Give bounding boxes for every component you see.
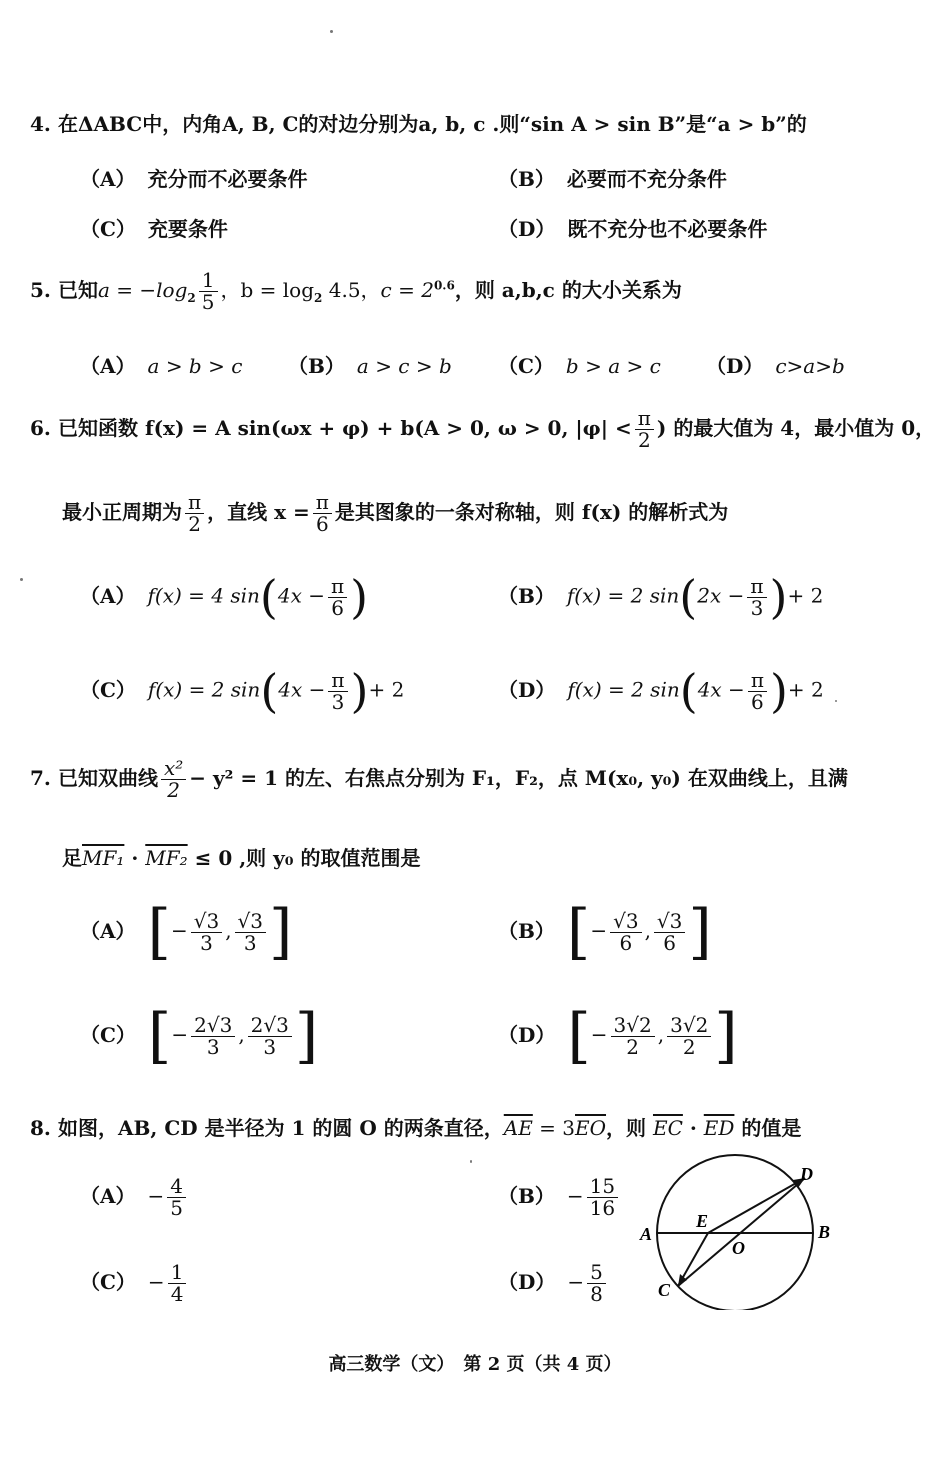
fraction	[328, 667, 347, 714]
denominator: 3	[200, 930, 213, 955]
label-o: O	[732, 1238, 745, 1258]
vector-mf2: MF₂	[145, 846, 188, 870]
bracket-open: [	[147, 897, 171, 967]
stem-text: ，直线 x =	[207, 500, 310, 524]
denominator: 6	[331, 595, 344, 620]
numerator: 5	[587, 1262, 606, 1284]
q8-option-b	[498, 1176, 621, 1219]
bracket-close: ]	[294, 1001, 319, 1071]
scan-speck	[835, 700, 837, 702]
q6-option-a	[80, 570, 369, 624]
q5-option-d	[706, 350, 845, 379]
fraction	[168, 1262, 187, 1305]
bracket-close: ]	[269, 897, 293, 967]
paren-open: (	[259, 570, 278, 624]
log-base: 2	[314, 291, 323, 305]
denominator: 6	[751, 689, 764, 714]
q5-option-a	[80, 350, 242, 379]
vector-mf1: MF₁	[82, 846, 125, 870]
fraction	[199, 270, 218, 313]
numerator: π	[313, 492, 332, 514]
numerator: √3	[654, 911, 685, 933]
bracket-close: ]	[688, 897, 712, 967]
denominator: 3	[243, 930, 257, 955]
stem-text: 已知函数 f(x) = A sin(ωx + φ) + b(A > 0, ω > 0, |φ| <	[58, 416, 632, 440]
stem-text: 足	[62, 846, 82, 870]
sign: −	[147, 1270, 165, 1294]
fraction	[748, 667, 767, 714]
numerator: π	[185, 492, 204, 514]
option-text: 充要条件	[147, 217, 228, 241]
option-post: + 2	[787, 677, 824, 702]
page-footer: 高三数学（文） 第 2 页（共 4 页）	[328, 1354, 622, 1375]
paren-close: )	[350, 570, 369, 624]
numerator: 4	[167, 1176, 186, 1198]
q5-option-c	[498, 350, 661, 379]
q6-option-b	[498, 570, 824, 624]
option-text: c>a>b	[775, 354, 845, 378]
paren-close: )	[769, 570, 788, 624]
option-label: （D）	[498, 1270, 556, 1294]
option-label: （B）	[498, 583, 555, 608]
numerator: √3	[235, 911, 266, 933]
option-pre: f(x) = 2 sin	[147, 677, 261, 702]
q7-option-d: （D） [− $\frac{3√2}{2}$ , $\frac{3√2}{2}$ ]	[498, 1001, 738, 1071]
numerator: π	[747, 576, 766, 598]
option-label: （D）	[706, 354, 764, 378]
fraction	[635, 408, 654, 451]
question-stem: 在ΔABC中，内角A, B, C的对边分别为a, b, c .则“sin A > sin B”是“a > b”的	[58, 112, 807, 136]
question-5	[30, 270, 682, 313]
segment-ed	[708, 1178, 805, 1233]
question-number: 6.	[30, 416, 51, 440]
denominator: 2	[637, 428, 651, 452]
sign: −	[147, 1184, 165, 1208]
stem-text: 如图，AB, CD 是半径为 1 的圆 O 的两条直径，	[58, 1116, 504, 1140]
vector-eo: $\overline{EO}$	[575, 1116, 607, 1140]
denominator: 5	[201, 290, 215, 314]
fraction	[191, 1012, 235, 1059]
question-6	[30, 408, 935, 451]
dot-operator: ·	[124, 846, 146, 870]
sign: −	[566, 1184, 584, 1208]
q6-option-c	[80, 664, 405, 718]
fraction	[654, 908, 685, 955]
fraction	[167, 1176, 186, 1219]
denominator: 16	[589, 1196, 616, 1220]
vector-ae: $\overline{AE}$	[503, 1116, 533, 1140]
question-number: 4.	[30, 112, 51, 136]
q8-option-c	[80, 1262, 189, 1305]
vector-ec: $\overline{EC}$	[652, 1116, 683, 1140]
paren-close: )	[769, 664, 788, 718]
numerator: π	[748, 670, 767, 692]
q5-option-b	[288, 350, 452, 379]
fraction	[587, 1176, 618, 1219]
label-a: A	[640, 1224, 653, 1244]
denominator: 5	[170, 1196, 184, 1220]
option-text: 既不充分也不必要条件	[567, 217, 768, 241]
denominator: 2	[167, 778, 181, 802]
fraction	[185, 492, 204, 535]
math-a: a = −log	[98, 278, 188, 302]
stem-text: 已知双曲线	[58, 766, 158, 790]
stem-text: ，则 a,b,c 的大小关系为	[454, 278, 682, 302]
option-text: b > a > c	[565, 354, 661, 378]
numerator: 1	[168, 1262, 187, 1284]
option-inner: 4x −	[277, 583, 325, 608]
numerator: 15	[587, 1176, 618, 1198]
question-4	[30, 108, 807, 137]
fraction	[191, 908, 222, 955]
bracket-close: ]	[714, 1001, 738, 1071]
option-label: （B）	[498, 1184, 555, 1208]
option-label: （B）	[498, 167, 555, 191]
numerator: √3	[610, 911, 641, 933]
arrowhead-c	[678, 1274, 687, 1286]
question-number: 5.	[30, 278, 51, 302]
denominator: 3	[206, 1034, 220, 1059]
stem-text: 是其图象的一条对称轴，则 f(x) 的解析式为	[334, 500, 729, 524]
denominator: 2	[682, 1034, 696, 1059]
option-label: （A）	[80, 354, 136, 378]
vector-ed: $\overline{ED}$	[703, 1116, 735, 1140]
q8-option-d	[498, 1262, 609, 1305]
stem-text: − y² = 1 的左、右焦点分别为 F₁，F₂，点 M(x₀, y₀) 在双曲线上，且满	[189, 766, 848, 790]
circle-figure	[630, 1150, 840, 1310]
option-inner: 4x −	[697, 677, 745, 702]
exponent: 0.6	[433, 278, 455, 293]
question-6-line-2	[62, 492, 728, 535]
option-label: （C）	[498, 354, 554, 378]
stem-text: ) 的最大值为 4，最小值为 0，	[656, 416, 936, 440]
option-label: （A）	[80, 918, 136, 943]
paren-open: (	[679, 570, 698, 624]
stem-text: 已知	[58, 278, 98, 302]
denominator: 3	[331, 689, 345, 714]
equals: = 3	[532, 1116, 576, 1140]
fraction	[587, 1262, 606, 1305]
option-label: （C）	[80, 217, 136, 241]
option-pre: f(x) = 2 sin	[567, 677, 680, 702]
paren-open: (	[260, 664, 279, 718]
option-text: a > b > c	[147, 354, 243, 378]
option-label: （C）	[80, 1270, 136, 1294]
q4-option-a	[80, 163, 308, 192]
numerator: π	[635, 408, 654, 430]
numerator: π	[328, 576, 347, 598]
fraction	[161, 758, 186, 801]
numerator: 2√3	[248, 1015, 292, 1037]
stem-text: 的值是	[734, 1116, 802, 1140]
option-label: （D）	[498, 217, 556, 241]
option-post: + 2	[368, 677, 405, 702]
fraction	[313, 492, 332, 535]
q4-option-d	[498, 213, 767, 242]
denominator: 2	[188, 512, 201, 536]
option-label: （A）	[80, 1184, 136, 1208]
denominator: 6	[315, 512, 329, 536]
dot-operator: ·	[682, 1116, 704, 1140]
denominator: 8	[590, 1282, 603, 1306]
fraction	[328, 573, 347, 620]
bracket-open: [	[147, 1001, 172, 1071]
option-label: （C）	[80, 677, 136, 702]
fraction	[248, 1012, 292, 1059]
option-text: a > c > b	[356, 354, 452, 378]
denominator: 4	[170, 1282, 184, 1306]
question-8	[30, 1112, 801, 1141]
scan-speck	[470, 1160, 472, 1163]
q4-option-c	[80, 213, 228, 242]
q7-option-c: （C） [− $\frac{2√3}{3}$ , $\frac{2√3}{3}$ ]	[80, 1001, 319, 1071]
label-d: D	[800, 1164, 813, 1184]
q6-option-d	[498, 664, 824, 718]
question-number: 7.	[30, 766, 51, 790]
denominator: 2	[626, 1034, 639, 1059]
bracket-open: [	[567, 1001, 591, 1071]
paren-close: )	[350, 664, 369, 718]
numerator: x²	[161, 758, 186, 780]
denominator: 3	[263, 1034, 277, 1059]
paren-open: (	[679, 664, 698, 718]
scan-speck	[330, 30, 333, 33]
fraction	[667, 1012, 711, 1059]
q8-option-a	[80, 1176, 189, 1219]
math-c: c = 2	[380, 278, 434, 302]
option-inner: 2x −	[697, 583, 745, 608]
math-b-value: 4.5，	[322, 278, 381, 302]
math-b: ，b = log	[220, 278, 315, 302]
label-c: C	[658, 1280, 671, 1300]
label-e: E	[696, 1211, 709, 1231]
fraction	[610, 908, 641, 955]
option-pre: f(x) = 2 sin	[566, 583, 680, 608]
question-7	[30, 758, 848, 801]
numerator: 1	[199, 270, 218, 292]
fraction	[611, 1012, 655, 1059]
stem-text: 最小正周期为	[62, 500, 182, 524]
fraction	[235, 908, 266, 955]
q4-option-b	[498, 163, 727, 192]
option-label: （B）	[288, 354, 345, 378]
denominator: 6	[619, 930, 633, 955]
option-label: （D）	[498, 1022, 556, 1047]
numerator: √3	[191, 911, 222, 933]
numerator: 2√3	[191, 1015, 235, 1037]
option-label: （B）	[498, 918, 555, 943]
option-post: + 2	[787, 583, 824, 608]
stem-text: ≤ 0 ,则 y₀ 的取值范围是	[187, 846, 421, 870]
sign: −	[567, 1270, 585, 1294]
q7-option-a: （A） [− $\frac{√3}{3}$ , $\frac{√3}{3}$ ]	[80, 897, 293, 967]
question-7-line-2	[62, 842, 420, 871]
option-label: （A）	[80, 167, 136, 191]
numerator: 3√2	[667, 1015, 711, 1037]
denominator: 3	[750, 595, 764, 620]
numerator: 3√2	[611, 1015, 655, 1037]
bracket-open: [	[566, 897, 591, 967]
denominator: 6	[663, 930, 677, 955]
numerator: π	[328, 670, 347, 692]
option-label: （C）	[80, 1022, 136, 1047]
option-text: 充分而不必要条件	[147, 167, 308, 191]
option-pre: f(x) = 4 sin	[147, 583, 260, 608]
option-text: 必要而不充分条件	[566, 167, 727, 191]
fraction	[747, 573, 766, 620]
option-label: （A）	[80, 583, 136, 608]
label-b: B	[818, 1222, 831, 1242]
question-number: 8.	[30, 1116, 51, 1140]
stem-text: ，则	[606, 1116, 653, 1140]
scan-speck	[20, 578, 23, 581]
option-inner: 4x −	[278, 677, 326, 702]
option-label: （D）	[498, 677, 556, 702]
q7-option-b: （B） [− $\frac{√3}{6}$ , $\frac{√3}{6}$ ]	[498, 897, 712, 967]
log-base: 2	[187, 291, 196, 305]
